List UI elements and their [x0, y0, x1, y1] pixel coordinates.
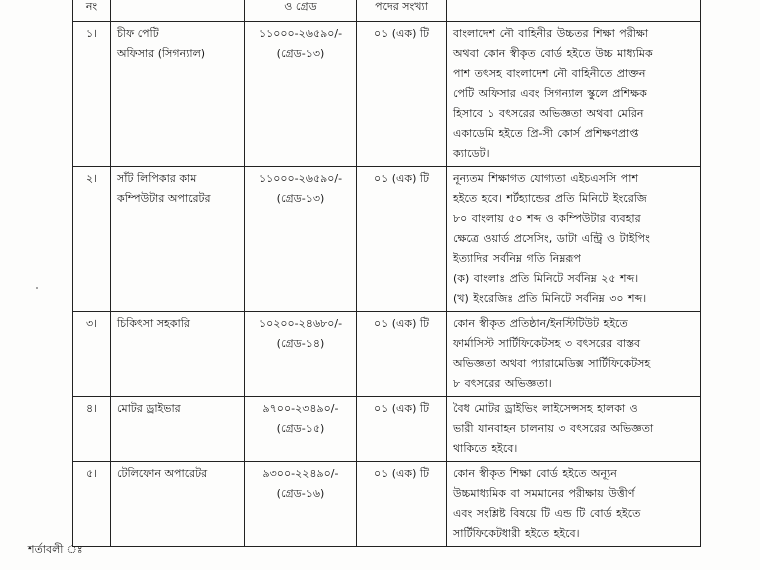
job-table: [72, 0, 701, 547]
table-row: [73, 167, 701, 312]
qualification-cell: [447, 462, 701, 547]
qualification-line: অথবা কোন স্বীকৃত বোর্ড হইতে উচ্চ মাধ্যমিক: [453, 47, 653, 60]
post-line: সাঁট লিপিকার কাম: [117, 172, 197, 185]
post-line: কম্পিউটার অপারেটর: [117, 192, 211, 205]
pay-scale: ১১০০০-২৬৫৯০/-: [258, 27, 343, 40]
scale-cell: [245, 462, 357, 547]
header-post-count: পদের সংখ্যা: [357, 0, 447, 22]
qualification-line: ক্ষেত্রে ওয়ার্ড প্রসেসিং, ডাটা এন্ট্রি ও টাইপিং: [453, 232, 650, 245]
qualification-line: উচ্চমাধ্যমিক বা সমমানের পরীক্ষায় উত্তীর্ণ: [453, 487, 635, 500]
scale-cell: [245, 312, 357, 397]
post-line: চিকিৎসা সহকারি: [117, 317, 190, 330]
qualification-line: এবং সংশ্লিষ্ট বিষয়ে টি এন্ড টি বোর্ড হইতে: [453, 507, 641, 520]
pay-scale: ১০২০০-২৪৬৮০/-: [258, 317, 343, 330]
qualification-line: ক্যাডেট।: [453, 147, 490, 160]
qualification-line: হইতে হবে। শর্টহ্যান্ডের প্রতি মিনিটে ইংরেজি: [453, 192, 647, 205]
scan-speck: [36, 287, 38, 289]
table-header-row: [73, 0, 701, 22]
qualification-line: (খ) ইংরেজিঃ প্রতি মিনিটে সর্বনিম্ন ৩০ শব্দ।: [453, 292, 647, 305]
post-line: টেলিফোন অপারেটর: [117, 467, 208, 480]
pay-scale: ৯৩০০-২২৪৯০/-: [262, 467, 339, 480]
qualification-line: বৈধ মোটর ড্রাইভিং লাইসেন্সসহ হালকা ও: [453, 402, 638, 415]
post-cell: [111, 397, 245, 462]
qualification-line: থাকিতে হইবে।: [453, 442, 518, 455]
table-row: [73, 312, 701, 397]
pay-scale: ১১০০০-২৬৫৯০/-: [258, 172, 343, 185]
qualification-line: ইত্যাদির সর্বনিম্ন গতি নিম্নরূপ: [453, 252, 581, 265]
serial-cell: ২।: [73, 167, 111, 312]
header-serial: নং: [73, 0, 111, 22]
table-row: [73, 22, 701, 167]
serial-cell: ৩।: [73, 312, 111, 397]
count-cell: ০১ (এক) টি: [357, 167, 447, 312]
post-line: অফিসার (সিগন্যাল): [117, 47, 206, 60]
qualification-line: বাংলাদেশ নৌ বাহিনীর উচ্চতর শিক্ষা পরীক্ষা: [453, 27, 649, 40]
qualification-line: অভিজ্ঞতা অথবা প্যারামেডিক্স সার্টিফিকেটসহ: [453, 357, 651, 370]
count-cell: ০১ (এক) টি: [357, 462, 447, 547]
post-cell: [111, 167, 245, 312]
qualification-line: (ক) বাংলাঃ প্রতি মিনিটে সর্বনিম্ন ২৫ শব্দ।: [453, 272, 639, 285]
qualification-line: নূন্যতম শিক্ষাগত যোগ্যতা এইচএসসি পাশ: [453, 172, 638, 185]
grade-label: (গ্রেড-১৩): [276, 192, 325, 205]
post-cell: [111, 462, 245, 547]
qualification-line: ৮০ বাংলায় ৫০ শব্দ ও কম্পিউটার ব্যবহার: [453, 212, 641, 225]
qualification-line: ভারী যানবাহন চালনায় ৩ বৎসরের অভিজ্ঞতা: [453, 422, 654, 435]
serial-cell: ১।: [73, 22, 111, 167]
pay-scale: ৯৭০০-২৩৪৯০/-: [262, 402, 339, 415]
grade-label: (গ্রেড-১৩): [276, 47, 325, 60]
table-row: [73, 462, 701, 547]
qualification-cell: [447, 167, 701, 312]
count-cell: ০১ (এক) টি: [357, 397, 447, 462]
qualification-cell: [447, 22, 701, 167]
serial-cell: ৫।: [73, 462, 111, 547]
qualification-line: পাশ তৎসহ বাংলাদেশ নৌ বাহিনীতে প্রাক্তন: [453, 67, 646, 80]
qualification-line: একাডেমি হইতে প্রি-সী কোর্স প্রশিক্ষণপ্রাপ্ত: [453, 127, 639, 140]
qualification-line: কোন স্বীকৃত শিক্ষা বোর্ড হইতে অন্যূন: [453, 467, 617, 480]
qualification-line: পেটি অফিসার এবং সিগন্যাল স্কুলে প্রশিক্ষক: [453, 87, 647, 100]
post-cell: [111, 22, 245, 167]
serial-cell: ৪।: [73, 397, 111, 462]
scale-cell: [245, 397, 357, 462]
qualification-line: সার্টিফিকেটধারী হইতে হইবে।: [453, 527, 580, 540]
scale-cell: [245, 167, 357, 312]
header-qualification: [447, 0, 701, 22]
grade-label: (গ্রেড-১৪): [276, 337, 325, 350]
qualification-line: ৮ বৎসরের অভিজ্ঞতা।: [453, 377, 552, 390]
qualification-line: কোন স্বীকৃত প্রতিষ্ঠান/ইনস্টিটিউট হইতে: [453, 317, 628, 330]
terms-heading: শর্তাবলী ঃ: [28, 543, 83, 556]
count-cell: ০১ (এক) টি: [357, 312, 447, 397]
qualification-line: ফার্মাসিস্ট সার্টিফিকেটসহ ৩ বৎসরের বাস্তব: [453, 337, 641, 350]
header-post: [111, 0, 245, 22]
qualification-line: হিসাবে ১ বৎসরের অভিজ্ঞতা অথবা মেরিন: [453, 107, 644, 120]
scale-cell: [245, 22, 357, 167]
post-line: মোটর ড্রাইভার: [117, 402, 181, 415]
header-scale-grade: ও গ্রেড: [245, 0, 357, 22]
grade-label: (গ্রেড-১৬): [276, 487, 325, 500]
post-cell: [111, 312, 245, 397]
qualification-cell: [447, 397, 701, 462]
count-cell: ০১ (এক) টি: [357, 22, 447, 167]
post-line: চীফ পেটি: [117, 27, 159, 40]
qualification-cell: [447, 312, 701, 397]
grade-label: (গ্রেড-১৫): [276, 422, 325, 435]
table-row: [73, 397, 701, 462]
